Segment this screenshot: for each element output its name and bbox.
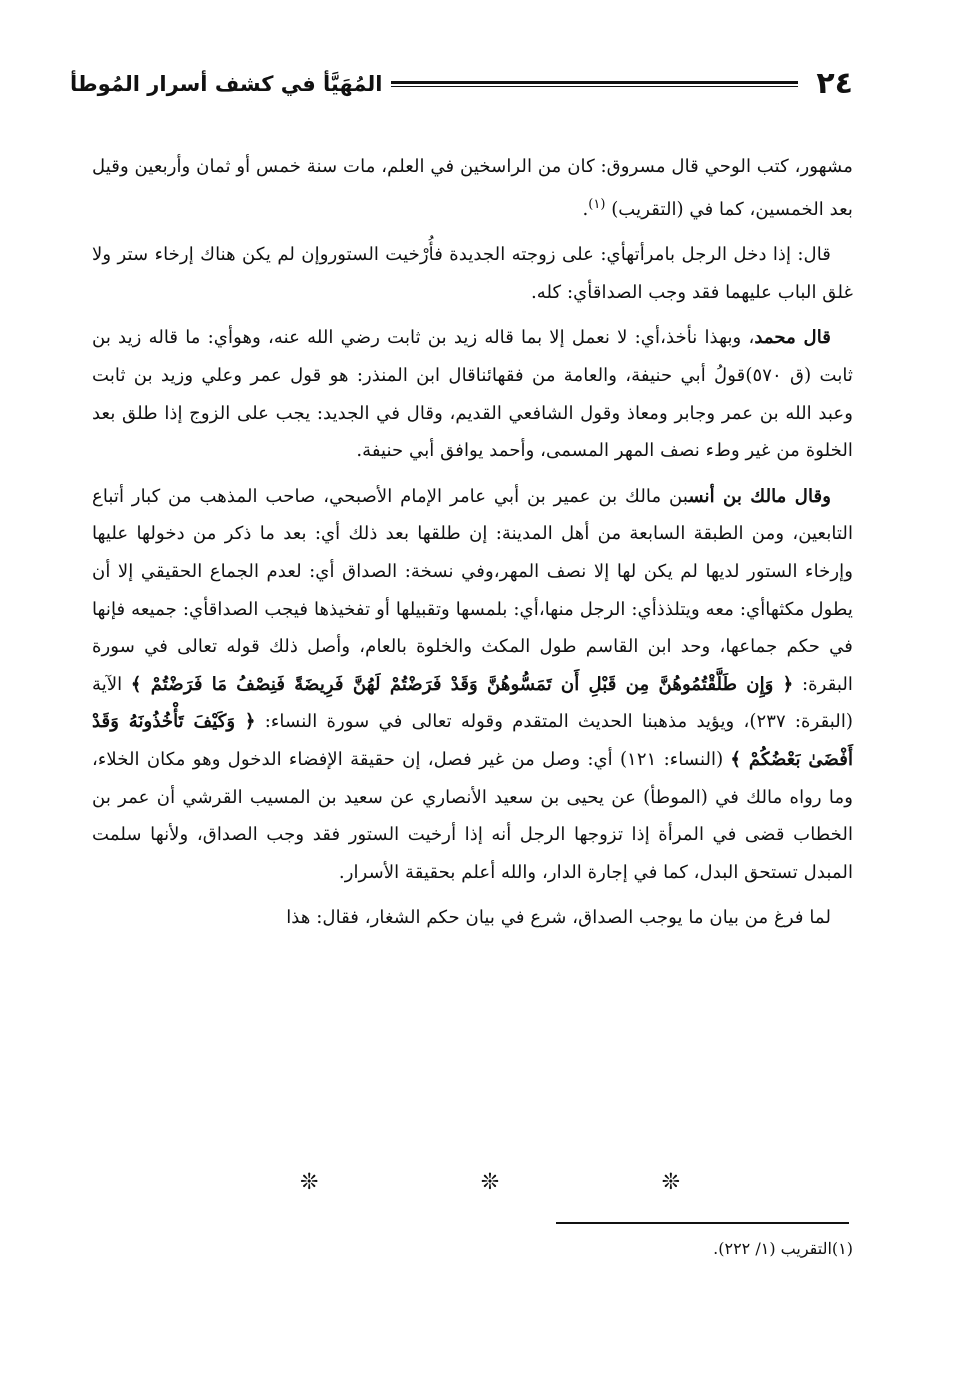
footnote-marker: (١) <box>588 196 606 212</box>
text-segment: ، وبهذا نأخذ،أي: لا نعمل إلا بما قاله زيد بن ثابت رضي الله عنه، وهوأي: ما قاله زيد بن ثابت (ق ٥٧٠)قولُ أبي حنيفة، والعامة من فقهائناقال ابن المنذر: هو قول عمر وعلي وزيد بن ثابت وعبد الله بن عمر وجابر ومعاذ وقول الشافعي القديم، وقال في الجديد: يجب على الزوج إذا طلق بعد الخلوة من غير وطء نصف المهر المسمى، وأحمد يوافق أبي حنيفة. <box>92 327 853 462</box>
main-text <box>92 148 853 945</box>
paragraph-p3 <box>92 319 853 469</box>
page-number: ٢٤ <box>816 66 853 101</box>
header-rule <box>391 81 799 87</box>
quran-verse: ﴿ وَكَيْفَ تَأْخُذُونَهُ وَقَدْ أَفْضَىٰ بَعْضُكُمْ ﴾ <box>92 711 854 770</box>
text-segment: لما فرغ من بيان ما يوجب الصداق، شرع في بيان حكم الشغار، فقال: هذا <box>286 907 831 929</box>
speaker-name: قال محمد <box>754 327 831 349</box>
star-icon: ❊ <box>300 1170 319 1195</box>
paragraph-p4 <box>92 478 853 892</box>
speaker-name: وقال مالك بن أنس <box>688 485 831 507</box>
footnote-rule <box>556 1222 849 1224</box>
text-segment: . <box>582 198 589 220</box>
book-title: المُهَيَّأ في كشف أسرار المُوطأ <box>70 72 383 96</box>
quran-verse: ﴿ وَإِن طَلَّقْتُمُوهُنَّ مِن قَبْلِ أَن تَمَسُّوهُنَّ وَقَدْ فَرَضْتُمْ لَهُنَّ فَرِيضَةً فَنِصْفُ مَا فَرَضْتُمْ ﴾ <box>130 673 794 695</box>
page-header <box>70 62 853 106</box>
text-segment: (النساء: ١٢١) أي: وصل من غير فصل، إن حقيقة الإفضاء الدخول وهو مكان الخلاء، وما رواه مالك في (الموطأ) عن يحيى بن سعيد الأنصاري عن سعيد بن المسيب القرشي أن عمر بن الخطاب قضى في المرأة إذا تزوجها الرجل أنه إذا أرخيت الستور فقد وجب الصداق، ولأنها سلمت المبدل تستحق البدل، كما في إجارة الدار، والله أعلم بحقيقة الأسرار. <box>92 748 853 883</box>
paragraph-p1 <box>92 148 853 228</box>
star-icon: ❊ <box>480 1170 500 1195</box>
star-icon: ❊ <box>661 1170 680 1195</box>
section-separator <box>300 1170 680 1195</box>
text-segment: الآية (البقرة: ٢٣٧)، ويؤيد مذهبنا الحديث المتقدم وقوله تعالى في سورة النساء: <box>92 673 853 733</box>
paragraph-p5 <box>92 899 853 937</box>
paragraph-p2 <box>92 236 853 311</box>
text-segment: بن مالك بن عمير بن أبي عامر الإمام الأصبحي، صاحب المذهب من كبار أتباع التابعين، ومن الطبقة السابعة من أهل المدينة: إن طلقها بعد ذلك أي: بعد ما ذكر من دخولها عليها وإرخاء الستور لديها لم يكن لها إلا نصف المهر،وفي نسخة: الصداق أي: لعدم الجماع الحقيقي إلا أن يطول مكثهاأي: معه ويتلذذأي: الرجل منها،أي: بلمسها وتقبيلها أو تفخيذها فيجب الصداقأي: جميعه فإنها في حكم جماعها، وحد ابن القاسم طول المكث والخلوة بالعام، وأصل ذلك قوله تعالى في سورة البقرة: <box>92 485 853 695</box>
text-segment: قال: إذا دخل الرجل بامرأتهأي: على زوجته الجديدة فأُرْخيت الستوروإن لم يكن هناك إرخاء ستر ولا غلق الباب عليهما فقد وجب الصداقأي: كله. <box>92 244 853 303</box>
text-segment: مشهور، كتب الوحي قال مسروق: كان من الراسخين في العلم، مات سنة خمس أو ثمان وأربعين وقيل بعد الخمسين، كما في (التقريب) <box>92 156 853 220</box>
footnote: (١)التقريب (١/ ٢٢٢). <box>713 1239 853 1258</box>
